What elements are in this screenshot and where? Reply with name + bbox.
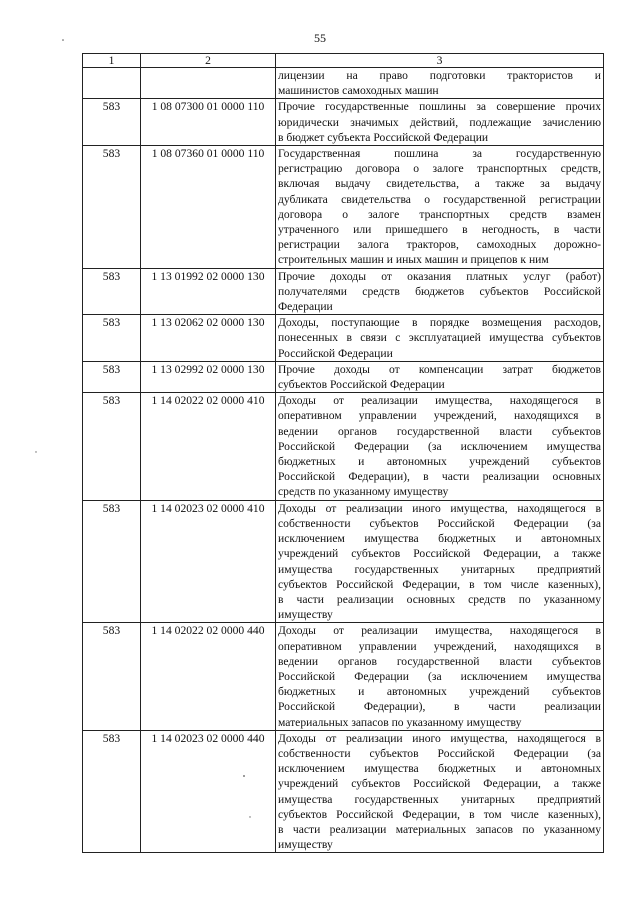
description-line: Доходы, поступающие в порядке возмещения расходов, [278,316,601,330]
admin-code-cell: 583 [83,500,141,623]
budget-classification-code-cell: 1 13 02062 02 0000 130 [141,315,276,362]
table-row [83,146,604,269]
revenue-description-cell [276,99,604,146]
description-line: бюджетных и автономных учреждений субъектов [278,685,601,699]
revenue-description-cell [276,146,604,269]
revenue-description-cell [276,730,604,853]
description-line: ведении органов государственной власти субъектов [278,654,601,668]
description-line: договора о залоге транспортных средств взамен [278,207,601,221]
description-line: оперативном управлении учреждений, находящихся в [278,639,601,653]
admin-code-cell: 583 [83,361,141,392]
description-line: Государственная пошлина за государственную [278,147,601,161]
description-line: Российской Федерации [278,346,393,360]
revenue-description-cell [276,393,604,500]
table-row [83,500,604,623]
description-line: оперативном управлении учреждений, находящихся в [278,409,601,423]
description-line: собственности субъектов Российской Федерации (за [278,746,601,760]
description-line: регистрацию договора о залоге транспортных средств, [278,162,601,176]
description-line: утраченного или пришедшего в негодность, в части [278,223,601,237]
description-line: понесенных в связи с эксплуатацией имущества субъектов [278,331,601,345]
admin-code-cell: 583 [83,268,141,315]
table-row [83,268,604,315]
table-row [83,68,604,99]
description-line: материальных запасов по указанному имуществу [278,715,522,729]
table-row [83,623,604,730]
description-line: строительных машин и иных машин и прицепов к ним [278,253,549,267]
budget-classification-code-cell: 1 14 02022 02 0000 410 [141,393,276,500]
admin-code-cell: 583 [83,393,141,500]
admin-code-cell: 583 [83,146,141,269]
description-line: собственности субъектов Российской Федерации (за [278,516,601,530]
description-line: Прочие доходы от компенсации затрат бюджетов [278,362,601,376]
column-header-3: 3 [276,54,604,68]
description-line: дубликата свидетельства о государственной регистрации [278,192,601,206]
description-line: Российской Федерации), в части реализации [278,700,601,714]
table-row [83,315,604,362]
column-header-2: 2 [141,54,276,68]
description-line: учреждений субъектов Российской Федерации, а также [278,547,601,561]
revenue-codes-table [82,53,604,853]
revenue-description-cell [276,268,604,315]
admin-code-cell: 583 [83,315,141,362]
revenue-description-cell [276,361,604,392]
table-row [83,730,604,853]
budget-classification-code-cell: 1 13 01992 02 0000 130 [141,268,276,315]
description-line: субъектов Российской Федерации, в том числе казенных), [278,807,601,821]
description-line: Прочие государственные пошлины за совершение прочих [278,100,601,114]
budget-classification-code-cell: 1 14 02022 02 0000 440 [141,623,276,730]
description-line: Российской Федерации (за исключением имущества [278,669,601,683]
budget-classification-code-cell [141,68,276,99]
description-line: учреждений субъектов Российской Федерации, а также [278,777,601,791]
description-line: имущества государственных унитарных предприятий [278,562,601,576]
budget-classification-code-cell: 1 08 07300 01 0000 110 [141,99,276,146]
description-line: получателями средств бюджетов субъектов Российской [278,284,601,298]
description-line: исключением имущества бюджетных и автономных [278,762,601,776]
table-header-row [83,54,604,68]
admin-code-cell: 583 [83,99,141,146]
description-line: регистрации залога тракторов, самоходных дорожно- [278,238,601,252]
description-line: Доходы от реализации имущества, находящегося в [278,394,601,408]
page-number: 55 [314,31,326,45]
description-line: имуществу [278,838,333,852]
revenue-description-cell [276,500,604,623]
admin-code-cell [83,68,141,99]
description-line: средств по указанному имуществу [278,485,449,499]
revenue-description-cell [276,315,604,362]
description-line: включая выдачу свидетельства, а также за выдачу [278,177,601,191]
description-line: имуществу [278,608,333,622]
description-line: имущества государственных унитарных предприятий [278,792,601,806]
description-line: в бюджет субъекта Российской Федерации [278,130,489,144]
description-line: машинистов самоходных машин [278,84,439,98]
budget-classification-code-cell: 1 14 02023 02 0000 410 [141,500,276,623]
description-line: Доходы от реализации иного имущества, находящегося в [278,731,601,745]
table-body [83,68,604,853]
admin-code-cell: 583 [83,623,141,730]
budget-classification-code-cell: 1 08 07360 01 0000 110 [141,146,276,269]
description-line: бюджетных и автономных учреждений субъектов [278,455,601,469]
table-row [83,361,604,392]
description-line: субъектов Российской Федерации, в том числе казенных), [278,577,601,591]
admin-code-cell: 583 [83,730,141,853]
budget-classification-code-cell: 1 14 02023 02 0000 440 [141,730,276,853]
description-line: Федерации [278,300,333,314]
budget-classification-code-cell: 1 13 02992 02 0000 130 [141,361,276,392]
revenue-description-cell [276,623,604,730]
description-line: исключением имущества бюджетных и автономных [278,532,601,546]
description-line: Доходы от реализации иного имущества, находящегося в [278,501,601,515]
table-row [83,99,604,146]
description-line: в части реализации основных средств по указанному [278,592,601,606]
column-header-1: 1 [83,54,141,68]
description-line: Прочие доходы от оказания платных услуг (работ) [278,269,601,283]
description-line: Российской Федерации (за исключением имущества [278,439,601,453]
revenue-description-cell [276,68,604,99]
description-line: в части реализации материальных запасов по указанному [278,822,601,836]
description-line: субъектов Российской Федерации [278,378,445,392]
description-line: лицензии на право подготовки трактористов и [278,69,601,82]
description-line: ведении органов государственной власти субъектов [278,424,601,438]
description-line: Российской Федерации), в части реализации основных [278,470,601,484]
table-row [83,393,604,500]
description-line: Доходы от реализации имущества, находящегося в [278,624,601,638]
description-line: юридически значимых действий, подлежащие зачислению [278,115,601,129]
